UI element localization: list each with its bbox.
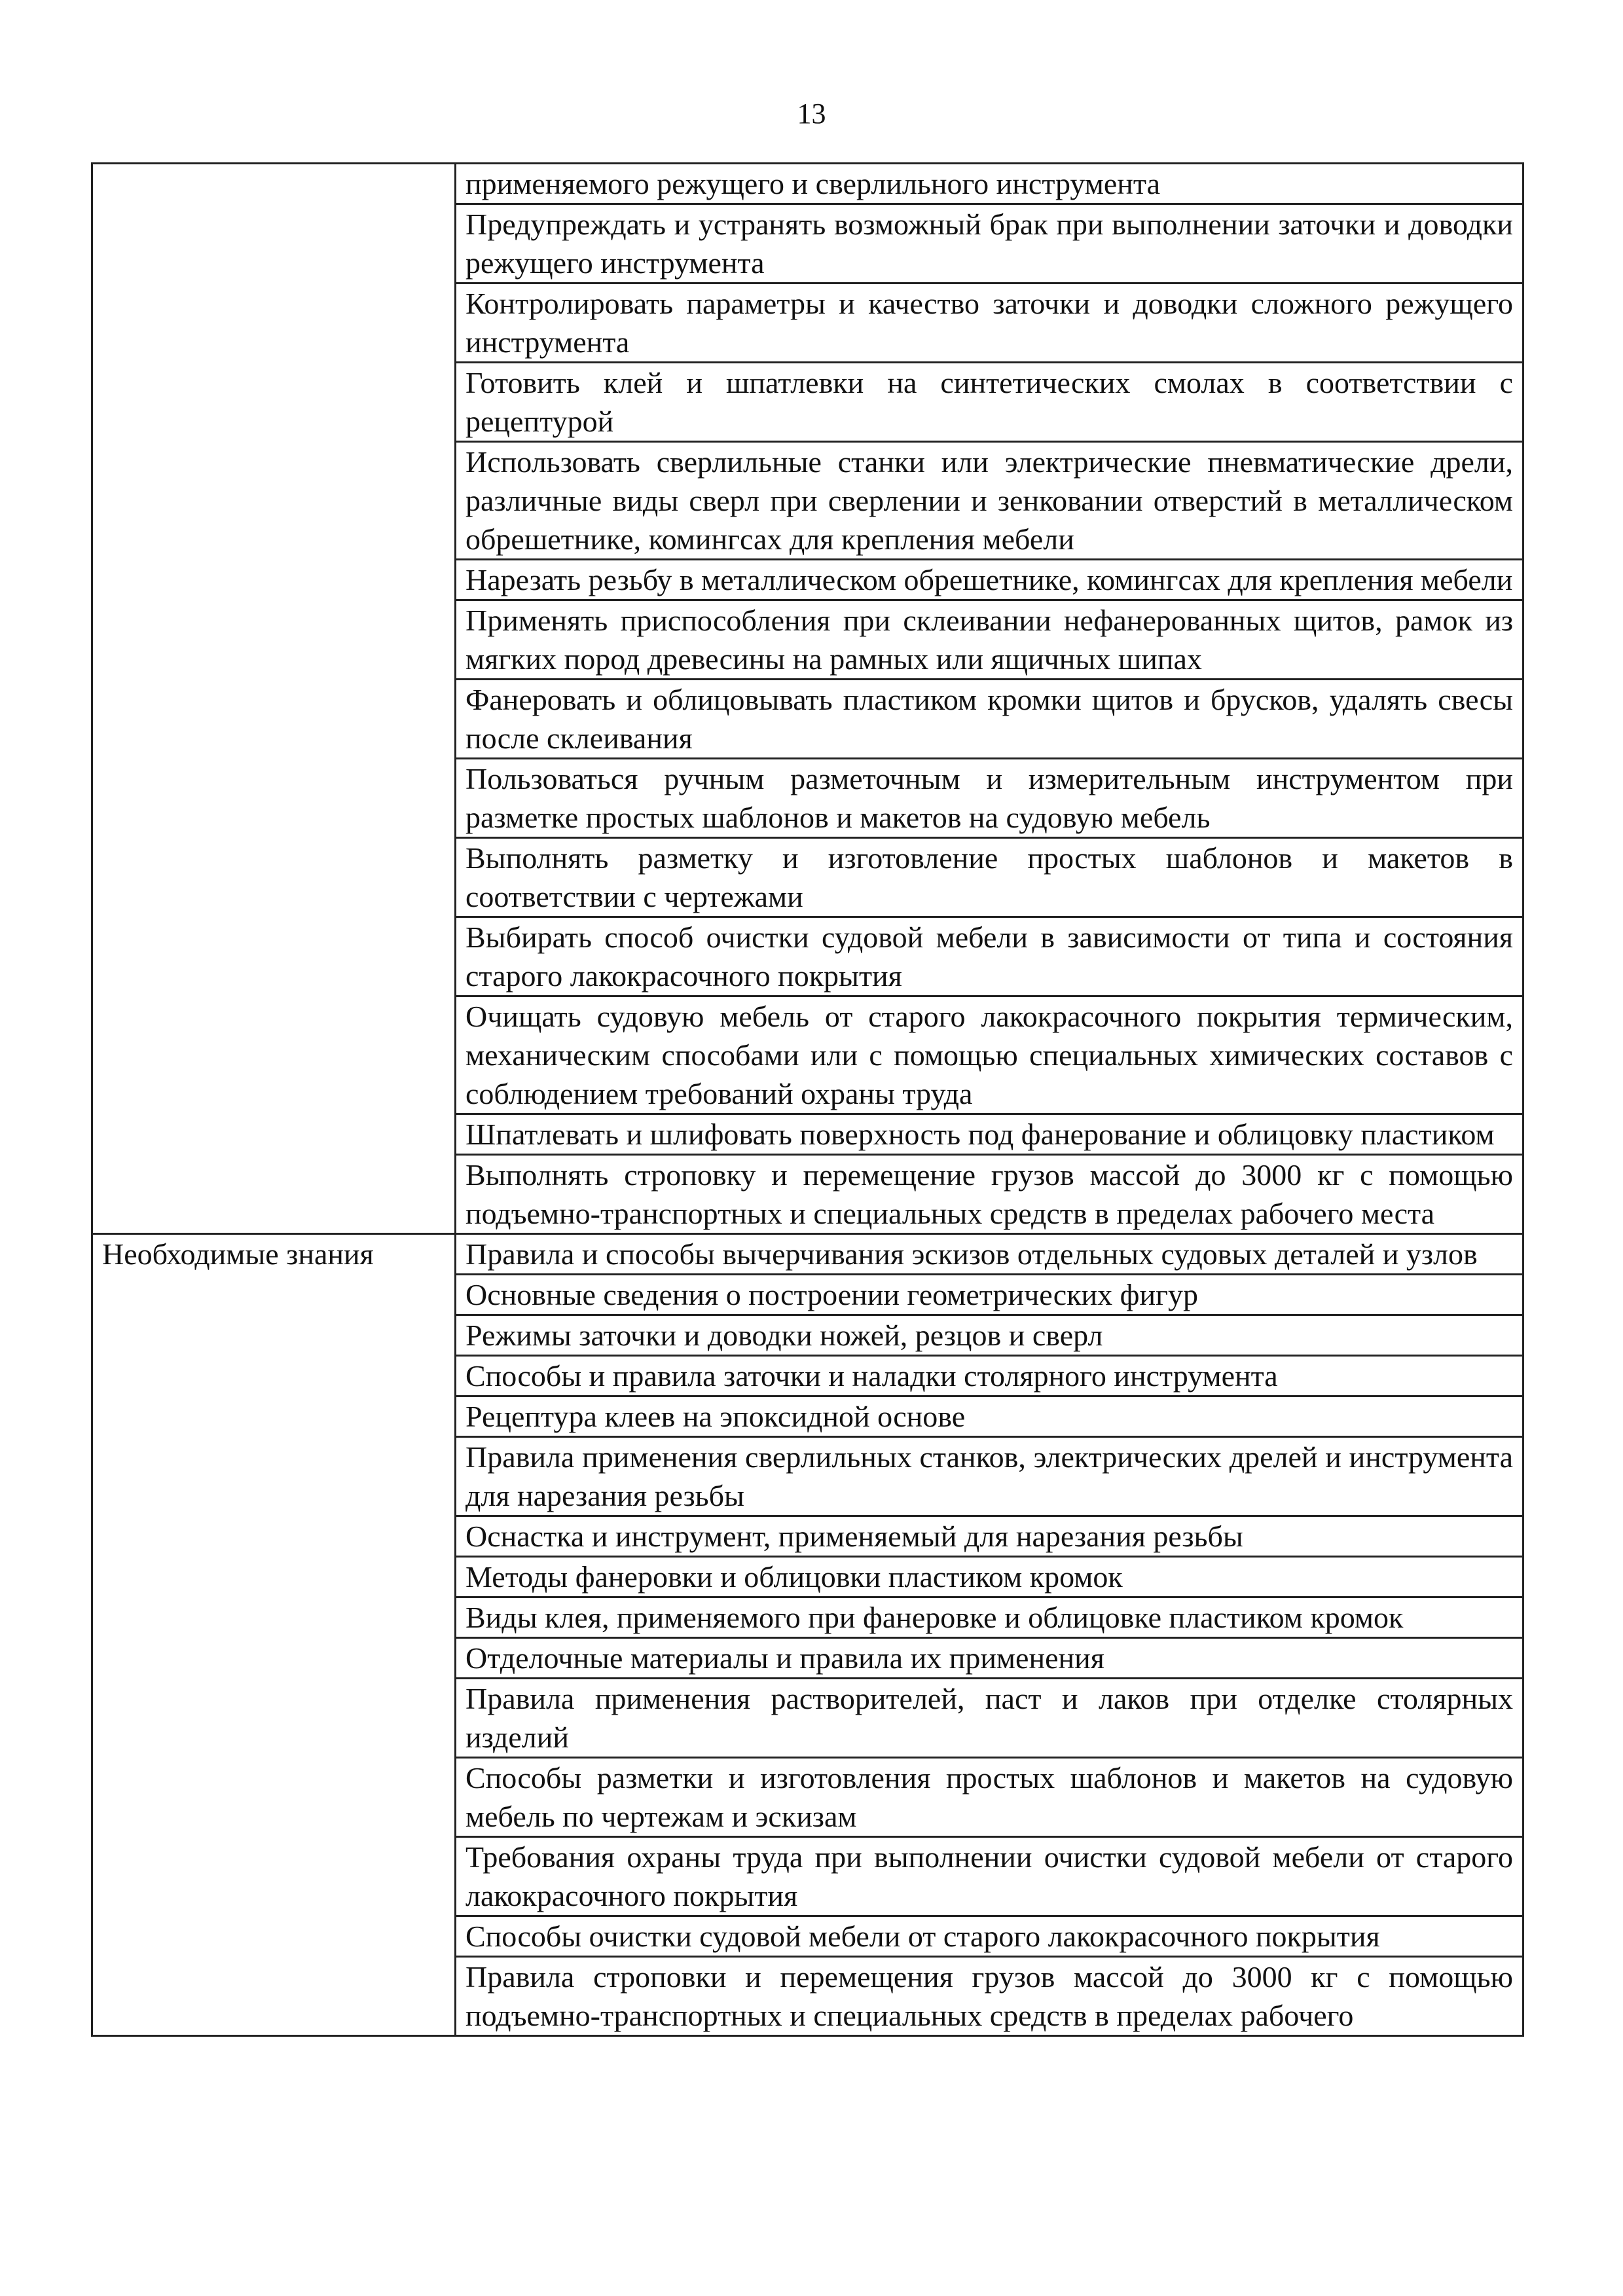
competency-table — [91, 162, 1524, 2037]
table-cell: Правила применения сверлильных станков, электрических дрелей и инструмента для нарезания резьбы — [456, 1437, 1523, 1516]
table-cell: Шпатлевать и шлифовать поверхность под фанерование и облицовку пластиком — [456, 1114, 1523, 1155]
table-cell: Выбирать способ очистки судовой мебели в зависимости от типа и состояния старого лакокрасочного покрытия — [456, 917, 1523, 996]
table-cell: Режимы заточки и доводки ножей, резцов и сверл — [456, 1315, 1523, 1356]
table-cell: Применять приспособления при склеивании нефанерованных щитов, рамок из мягких пород древесины на рамных или ящичных шипах — [456, 600, 1523, 680]
table-cell: Пользоваться ручным разметочным и измерительным инструментом при разметке простых шаблонов и макетов на судовую мебель — [456, 759, 1523, 838]
table-row — [92, 164, 1523, 204]
table-cell: Методы фанеровки и облицовки пластиком кромок — [456, 1557, 1523, 1597]
table-cell: Требования охраны труда при выполнении очистки судовой мебели от старого лакокрасочного покрытия — [456, 1837, 1523, 1916]
table-cell: Готовить клей и шпатлевки на синтетических смолах в соответствии с рецептурой — [456, 363, 1523, 442]
knowledge-label-cell: Необходимые знания — [92, 1234, 456, 2036]
table-cell: применяемого режущего и сверлильного инструмента — [456, 164, 1523, 204]
table-cell: Правила строповки и перемещения грузов массой до 3000 кг с помощью подъемно-транспортных и специальных средств в пределах рабочего — [456, 1957, 1523, 2036]
table-cell: Оснастка и инструмент, применяемый для нарезания резьбы — [456, 1516, 1523, 1557]
table-cell: Очищать судовую мебель от старого лакокрасочного покрытия термическим, механическим способами или с помощью специальных химических составов с соблюдением требований охраны труда — [456, 996, 1523, 1114]
table-cell: Правила и способы вычерчивания эскизов отдельных судовых деталей и узлов — [456, 1234, 1523, 1275]
table-cell: Отделочные материалы и правила их применения — [456, 1638, 1523, 1679]
table-cell: Выполнять разметку и изготовление простых шаблонов и макетов в соответствии с чертежами — [456, 838, 1523, 917]
table-cell: Фанеровать и облицовывать пластиком кромки щитов и брусков, удалять свесы после склеивания — [456, 680, 1523, 759]
table-row — [92, 1234, 1523, 1275]
table-cell: Способы и правила заточки и наладки столярного инструмента — [456, 1356, 1523, 1396]
table-cell: Использовать сверлильные станки или электрические пневматические дрели, различные виды сверл при сверлении и зенковании отверстий в металлическом обрешетнике, комингсах для крепления мебели — [456, 442, 1523, 560]
table-cell: Правила применения растворителей, паст и лаков при отделке столярных изделий — [456, 1679, 1523, 1758]
skills-label-cell — [92, 164, 456, 1234]
table-cell: Рецептура клеев на эпоксидной основе — [456, 1396, 1523, 1437]
table-cell: Способы разметки и изготовления простых шаблонов и макетов на судовую мебель по чертежам и эскизам — [456, 1758, 1523, 1837]
table-cell: Виды клея, применяемого при фанеровке и облицовке пластиком кромок — [456, 1597, 1523, 1638]
table-cell: Нарезать резьбу в металлическом обрешетнике, комингсах для крепления мебели — [456, 560, 1523, 600]
table-cell: Способы очистки судовой мебели от старого лакокрасочного покрытия — [456, 1916, 1523, 1957]
page-number: 13 — [797, 98, 826, 130]
table-cell: Основные сведения о построении геометрических фигур — [456, 1275, 1523, 1315]
table-cell: Контролировать параметры и качество заточки и доводки сложного режущего инструмента — [456, 283, 1523, 363]
table-cell: Выполнять строповку и перемещение грузов массой до 3000 кг с помощью подъемно-транспортных и специальных средств в пределах рабочего места — [456, 1155, 1523, 1234]
table-cell: Предупреждать и устранять возможный брак при выполнении заточки и доводки режущего инструмента — [456, 204, 1523, 283]
